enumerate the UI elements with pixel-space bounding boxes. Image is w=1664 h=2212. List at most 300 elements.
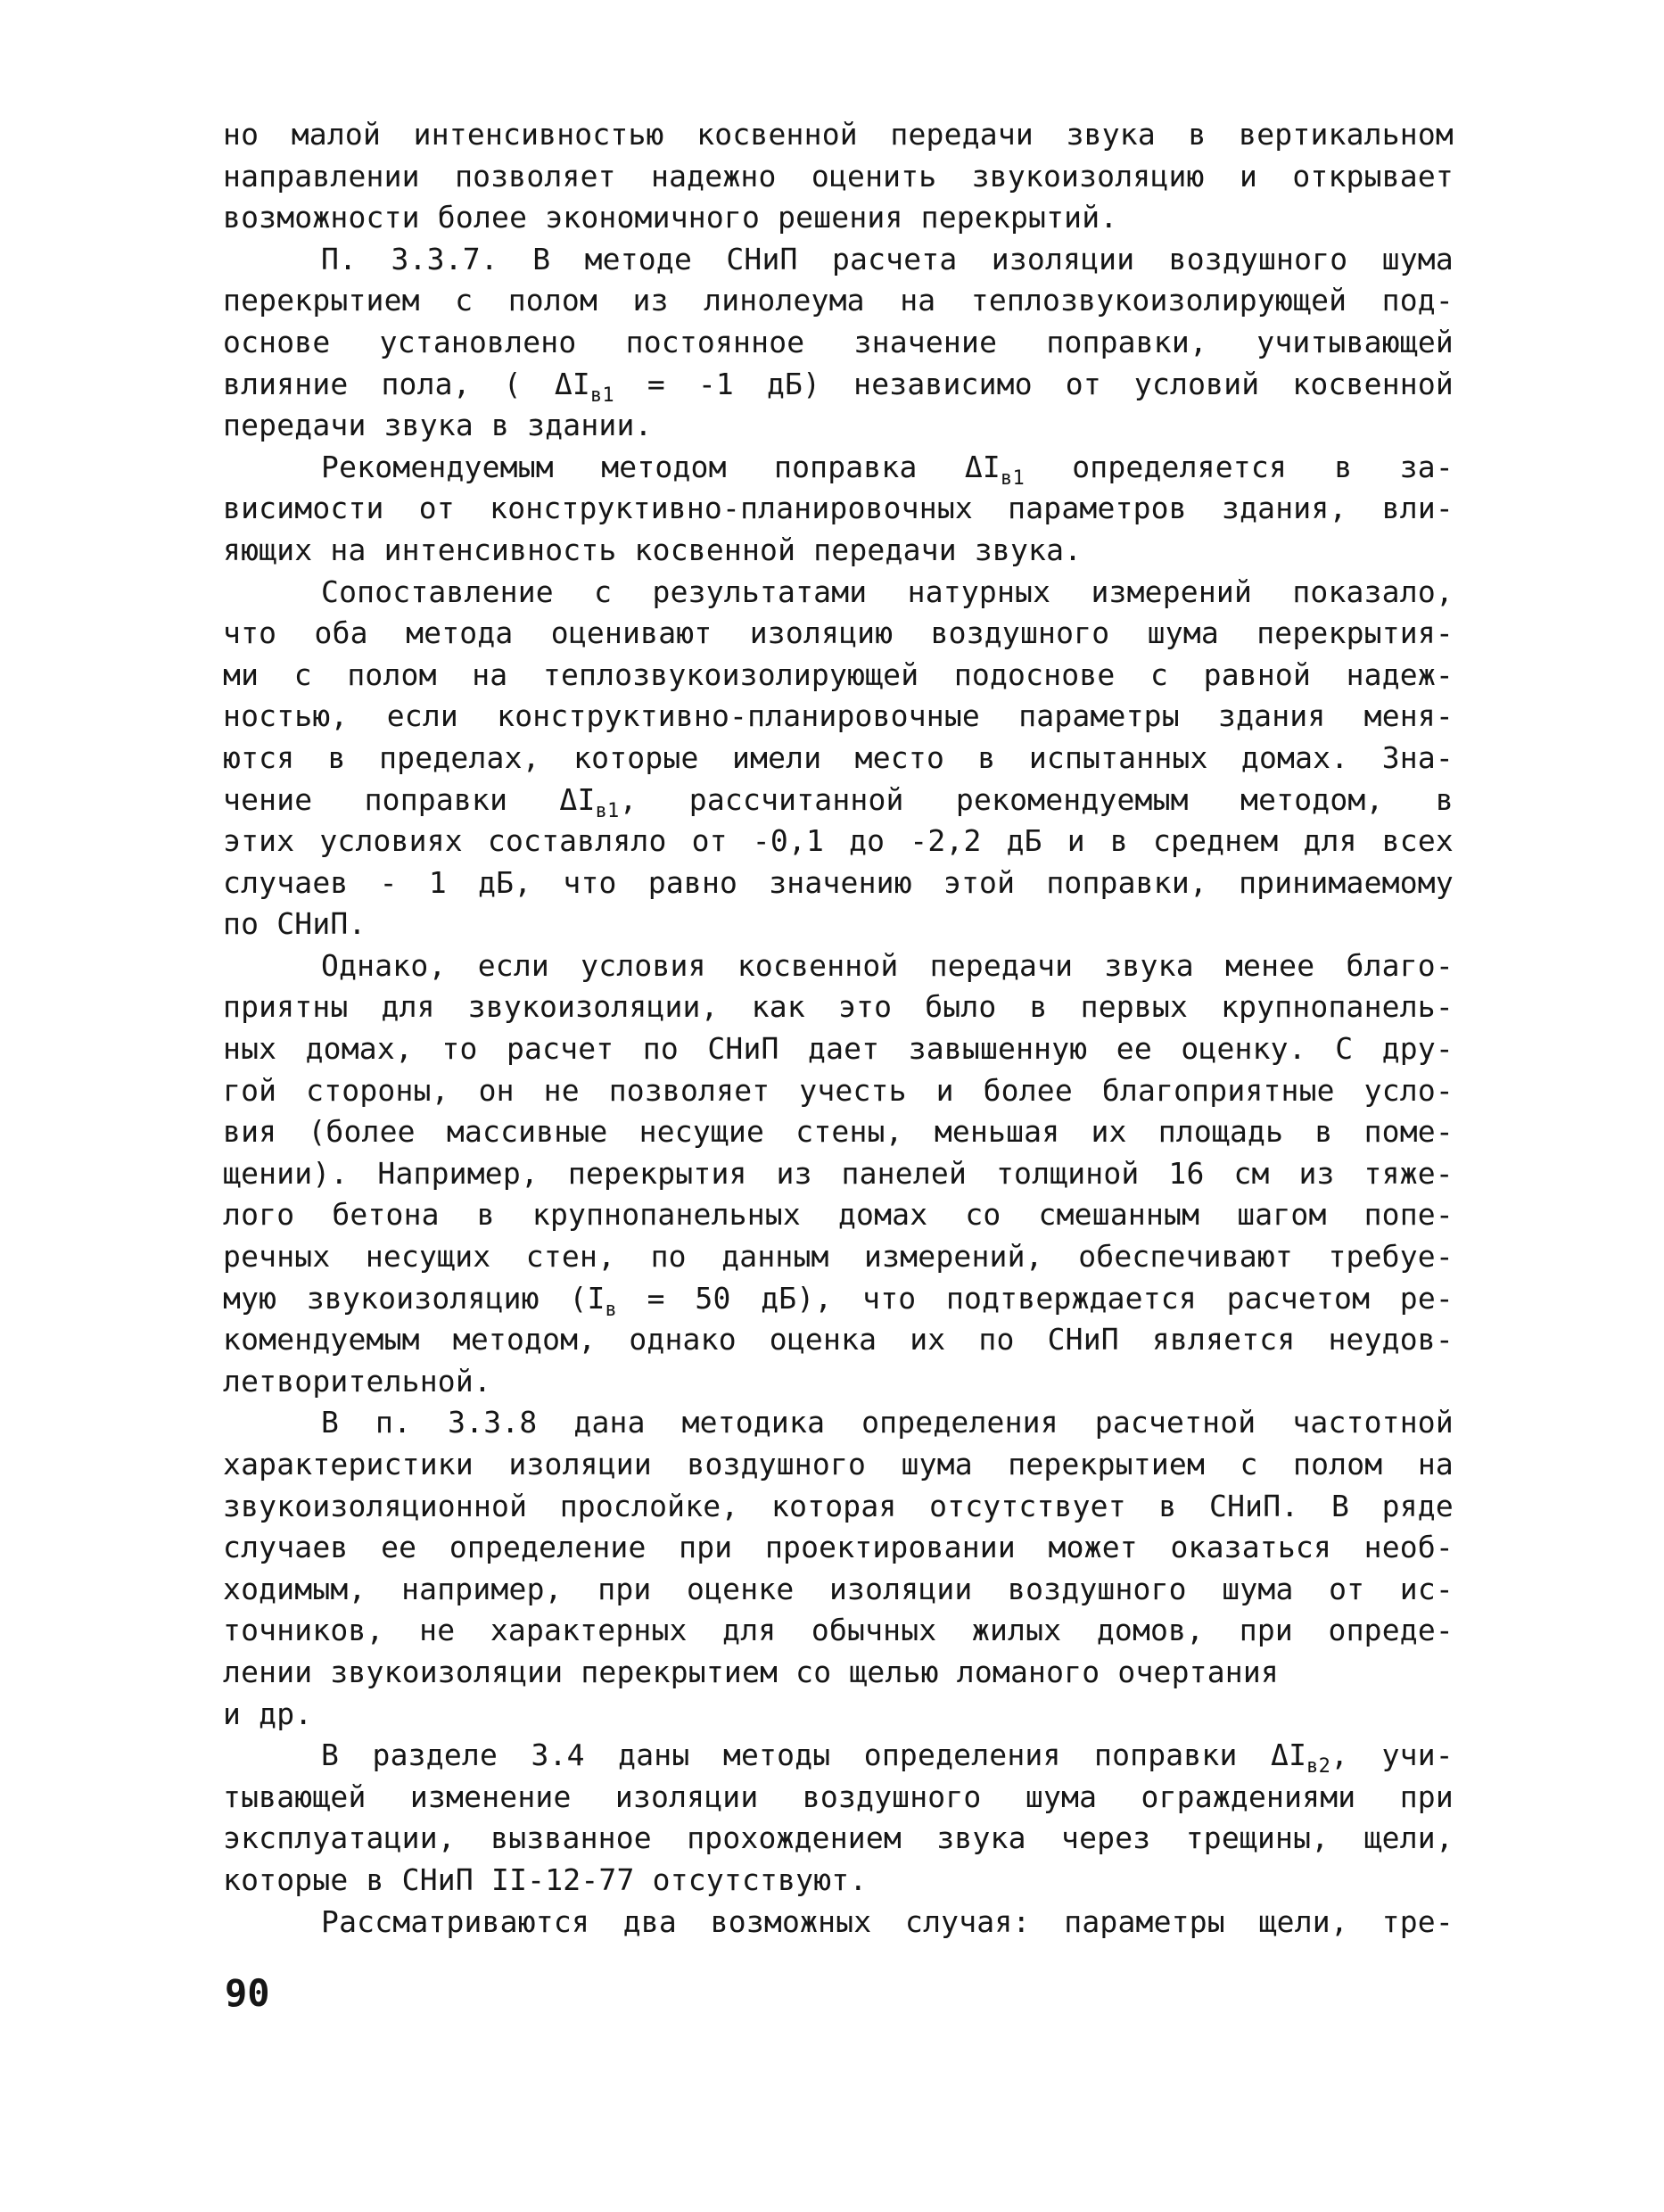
- word: дБ: [1006, 823, 1042, 859]
- word: домах.: [1240, 739, 1349, 775]
- word: что: [223, 615, 277, 651]
- word: крупнопанельных: [531, 1197, 801, 1233]
- word: оценка: [769, 1322, 877, 1358]
- word: учи-: [1381, 1737, 1454, 1773]
- word: шума: [1222, 1571, 1294, 1606]
- word: здания: [1218, 698, 1326, 734]
- word: позволяет: [608, 1072, 770, 1108]
- word: поправки,: [1046, 864, 1207, 900]
- word: звукоизоляционной: [223, 1488, 528, 1523]
- word: этой: [943, 864, 1016, 900]
- word: Рассматриваются: [321, 1903, 590, 1939]
- word: характеристики: [223, 1447, 474, 1482]
- word: изоляции: [508, 1447, 652, 1482]
- text-line: [223, 1319, 1454, 1361]
- word: условий: [1133, 366, 1260, 401]
- word: для: [381, 989, 435, 1025]
- text-line: яющих на интенсивность косвенной передачи звука.: [223, 532, 1083, 567]
- word: воздушного: [802, 1779, 982, 1814]
- word: дБ): [766, 366, 821, 401]
- word: завышенную: [908, 1031, 1088, 1067]
- word: В: [321, 1405, 340, 1440]
- word: является: [1151, 1322, 1296, 1358]
- word: воздушного: [1168, 241, 1348, 276]
- word: в: [476, 1197, 495, 1233]
- word: мую: [223, 1280, 277, 1316]
- word: испытанных: [1028, 739, 1208, 775]
- word: более: [983, 1072, 1073, 1108]
- word: шума: [901, 1447, 973, 1482]
- text-line: [223, 1610, 1454, 1652]
- word: если: [386, 698, 458, 734]
- text-line: лении звукоизоляции перекрытием со щелью ломаного очертания: [223, 1654, 1279, 1689]
- word: показало,: [1292, 574, 1454, 609]
- word: -2,2: [910, 823, 982, 859]
- word: вли-: [1381, 491, 1454, 526]
- word: 3.3.8: [448, 1405, 538, 1440]
- text-line: [223, 1486, 1454, 1528]
- word: это: [837, 989, 893, 1025]
- word: дБ,: [478, 864, 532, 900]
- word: ходимым,: [223, 1571, 367, 1606]
- word: здания,: [1222, 491, 1347, 526]
- word: поправка: [774, 449, 918, 484]
- word: оценке: [687, 1571, 795, 1606]
- word: ных: [223, 1031, 277, 1067]
- word: Например,: [377, 1155, 539, 1191]
- text-line: [223, 1818, 1454, 1860]
- text-line: [223, 945, 1454, 987]
- word: поме-: [1363, 1114, 1454, 1150]
- word: менее: [1224, 947, 1315, 983]
- word: В: [532, 241, 551, 276]
- word: шума: [1381, 241, 1454, 276]
- word: щели,: [1363, 1820, 1454, 1856]
- word: $\Delta I_{в1}$: [964, 449, 1025, 490]
- word: Однако,: [321, 947, 447, 983]
- text-line: и др.: [223, 1696, 313, 1731]
- word: изоляции: [614, 1779, 759, 1814]
- text-line: летворительной.: [223, 1363, 492, 1399]
- word: =: [647, 366, 665, 401]
- word: подтверждается: [945, 1280, 1197, 1316]
- word: оценить: [811, 158, 937, 194]
- word: проектировании: [764, 1530, 1016, 1565]
- text-line: [223, 1569, 1454, 1611]
- word: всех: [1381, 823, 1454, 859]
- word: -1: [697, 366, 734, 401]
- word: из: [632, 283, 669, 318]
- word: по: [650, 1239, 687, 1275]
- text-line: [223, 986, 1454, 1028]
- word: щении).: [223, 1155, 349, 1191]
- word: -0,1: [752, 823, 825, 859]
- word: щели,: [1258, 1903, 1348, 1939]
- word: малой: [291, 117, 382, 152]
- word: дана: [573, 1405, 646, 1440]
- word: точников,: [223, 1613, 384, 1648]
- word: измерений: [1091, 574, 1253, 609]
- word: воздушного: [687, 1447, 867, 1482]
- word: С: [1335, 1031, 1354, 1067]
- word: передачи: [929, 947, 1074, 983]
- word: с: [1240, 1447, 1258, 1482]
- word: с: [594, 574, 613, 609]
- word: не: [419, 1613, 456, 1648]
- word: со: [965, 1197, 1001, 1233]
- word: с: [455, 283, 474, 318]
- word: в: [1029, 989, 1048, 1025]
- word: звука: [1066, 117, 1156, 152]
- word: направлении: [223, 158, 420, 194]
- word: при: [597, 1571, 652, 1606]
- word: случаев: [223, 864, 349, 900]
- word: их: [910, 1322, 946, 1358]
- word: п.: [375, 1405, 412, 1440]
- word: то: [441, 1031, 478, 1067]
- word: случая:: [905, 1903, 1031, 1939]
- word: $\Delta I_{в2}$,: [1271, 1737, 1349, 1779]
- word: от: [1065, 366, 1101, 401]
- word: определения: [863, 1737, 1061, 1773]
- word: этих: [223, 823, 295, 859]
- word: =: [647, 1280, 665, 1316]
- body-text: [223, 114, 1454, 1943]
- word: для: [722, 1613, 777, 1648]
- word: за-: [1399, 449, 1454, 484]
- word: если: [477, 947, 549, 983]
- word: необ-: [1363, 1530, 1454, 1565]
- word: методе: [584, 241, 693, 276]
- word: СНиП: [1047, 1322, 1119, 1358]
- word: ряде: [1381, 1488, 1454, 1523]
- text-line: [223, 1444, 1454, 1486]
- word: висимости: [223, 491, 384, 526]
- word: (: [503, 366, 522, 401]
- word: независимо: [853, 366, 1033, 401]
- word: ностью,: [223, 698, 349, 734]
- word: под-: [1381, 283, 1454, 318]
- word: составляло: [487, 823, 667, 859]
- text-line: [223, 1902, 1454, 1944]
- word: звукоизоляции,: [467, 989, 719, 1025]
- word: П.: [321, 241, 358, 276]
- word: определяется: [1072, 449, 1288, 484]
- word: постоянное: [625, 324, 805, 359]
- word: и: [1067, 823, 1085, 859]
- word: определения: [861, 1405, 1059, 1440]
- word: условиях: [319, 823, 463, 859]
- word: при: [1399, 1779, 1454, 1814]
- word: например,: [401, 1571, 563, 1606]
- word: благо-: [1346, 947, 1454, 983]
- text-line: [223, 1070, 1454, 1112]
- text-line: по СНиП.: [223, 906, 367, 942]
- word: на: [1417, 1447, 1454, 1482]
- text-line: [223, 821, 1454, 863]
- word: обеспечивают: [1078, 1239, 1293, 1275]
- word: тре-: [1381, 1903, 1454, 1939]
- word: частотной: [1292, 1405, 1454, 1440]
- word: смешанным: [1038, 1197, 1200, 1233]
- word: теплозвукоизолирующей: [970, 283, 1347, 318]
- text-line: которые в СНиП II-12-77 отсутствуют.: [223, 1861, 868, 1897]
- word: оценивают: [550, 615, 713, 651]
- word: даны: [618, 1737, 690, 1773]
- word: параметры: [1064, 1903, 1225, 1939]
- word: установлено: [379, 324, 577, 359]
- word: чение: [223, 781, 313, 817]
- word: методика: [681, 1405, 826, 1440]
- word: для: [1303, 823, 1357, 859]
- word: расчетной: [1094, 1405, 1256, 1440]
- word: 16: [1168, 1155, 1205, 1191]
- text-line: [223, 1111, 1454, 1153]
- word: влияние: [223, 366, 349, 401]
- word: ее: [1116, 1031, 1152, 1067]
- word: стены,: [795, 1114, 903, 1150]
- word: бетона: [332, 1197, 440, 1233]
- word: натурных: [907, 574, 1051, 609]
- word: возможных: [710, 1903, 872, 1939]
- word: Зна-: [1381, 739, 1454, 775]
- word: перекрытия: [567, 1155, 747, 1191]
- word: от: [1329, 1571, 1365, 1606]
- word: меньшая: [934, 1114, 1060, 1150]
- text-line: [223, 239, 1454, 281]
- page-number: 90: [225, 1971, 270, 2015]
- word: из: [776, 1155, 812, 1191]
- word: стороны,: [306, 1072, 449, 1108]
- word: вертикальном: [1239, 117, 1454, 152]
- word: шума: [1025, 1779, 1098, 1814]
- text-line: [223, 322, 1454, 364]
- word: учесть: [799, 1072, 907, 1108]
- text-line: [223, 364, 1454, 406]
- word: изменение: [409, 1779, 572, 1814]
- word: может: [1048, 1530, 1138, 1565]
- word: вызванное: [490, 1820, 652, 1856]
- word: СНиП: [707, 1031, 779, 1067]
- word: тывающей: [223, 1779, 367, 1814]
- word: звукоизоляцию: [971, 158, 1205, 194]
- word: изоляции: [828, 1571, 973, 1606]
- word: параметров: [1008, 491, 1187, 526]
- word: 3.4: [531, 1737, 585, 1773]
- word: но: [223, 117, 259, 152]
- word: ми: [223, 656, 259, 692]
- word: расчетом: [1226, 1280, 1371, 1316]
- word: ре-: [1399, 1280, 1454, 1316]
- word: позволяет: [455, 158, 616, 194]
- word: передачи: [890, 117, 1034, 152]
- text-line: [223, 488, 1454, 530]
- word: опреде-: [1328, 1613, 1454, 1648]
- word: по: [642, 1031, 679, 1067]
- text-line: [223, 1028, 1454, 1070]
- word: оказаться: [1170, 1530, 1332, 1565]
- word: дает: [808, 1031, 880, 1067]
- text-line: [223, 696, 1454, 738]
- word: -: [379, 864, 398, 900]
- word: толщиной: [995, 1155, 1140, 1191]
- word: среднем: [1152, 823, 1279, 859]
- word: перекрытием: [1008, 1447, 1206, 1482]
- word: теплозвукоизолирующей: [542, 656, 919, 692]
- word: однако: [629, 1322, 737, 1358]
- word: неудов-: [1328, 1322, 1454, 1358]
- word: методы: [722, 1737, 831, 1773]
- word: панелей: [841, 1155, 968, 1191]
- word: метода: [406, 615, 514, 651]
- word: и: [935, 1072, 954, 1108]
- text-line: [223, 780, 1454, 821]
- word: интенсивностью: [413, 117, 664, 152]
- word: домах,: [305, 1031, 414, 1067]
- word: подоснове: [953, 656, 1116, 692]
- word: попе-: [1363, 1197, 1454, 1233]
- word: надежно: [651, 158, 777, 194]
- word: меня-: [1363, 698, 1454, 734]
- word: методом,: [452, 1322, 597, 1358]
- word: поправки,: [1046, 324, 1207, 359]
- word: лого: [223, 1197, 295, 1233]
- word: изоляцию: [749, 615, 894, 651]
- word: их: [1091, 1114, 1127, 1150]
- word: измерений,: [864, 1239, 1043, 1275]
- word: площадь: [1157, 1114, 1284, 1150]
- word: равной: [1203, 656, 1312, 692]
- word: данным: [721, 1239, 829, 1275]
- word: линолеума: [704, 283, 865, 318]
- word: ($I_в$: [569, 1280, 617, 1321]
- word: домов,: [1096, 1613, 1205, 1648]
- text-line: [223, 447, 1454, 489]
- word: перекрытия-: [1256, 615, 1454, 651]
- text-line: [223, 738, 1454, 780]
- word: звука: [936, 1820, 1026, 1856]
- word: от: [418, 491, 455, 526]
- word: несущих: [365, 1239, 491, 1275]
- word: значению: [769, 864, 912, 900]
- word: полом: [347, 656, 437, 692]
- word: речных: [223, 1239, 331, 1275]
- word: которая: [771, 1488, 897, 1523]
- word: рассчитанной: [688, 781, 904, 817]
- word: равно: [647, 864, 738, 900]
- word: с: [293, 656, 312, 692]
- word: поправки: [1094, 1737, 1238, 1773]
- word: 1: [428, 864, 447, 900]
- word: открывает: [1292, 158, 1454, 194]
- word: случаев: [223, 1530, 349, 1565]
- text-line: [223, 1777, 1454, 1819]
- word: расчета: [831, 241, 958, 276]
- word: рекомендуемым: [955, 781, 1189, 817]
- word: несущие: [638, 1114, 765, 1150]
- word: СНиП.: [1209, 1488, 1299, 1523]
- word: звукоизоляцию: [306, 1280, 540, 1316]
- word: пределах,: [379, 739, 540, 775]
- word: первых: [1080, 989, 1189, 1025]
- word: комендуемым: [223, 1322, 420, 1358]
- word: $\Delta I_{в1}$,: [559, 781, 638, 822]
- word: $\Delta I_{в1}$: [554, 366, 614, 407]
- word: в: [327, 739, 346, 775]
- word: характерных: [490, 1613, 688, 1648]
- word: и: [1239, 158, 1258, 194]
- word: шума: [1147, 615, 1219, 651]
- word: благоприятные: [1101, 1072, 1335, 1108]
- word: из: [1298, 1155, 1335, 1191]
- word: косвенной: [696, 117, 858, 152]
- word: два: [622, 1903, 677, 1939]
- word: в: [1435, 781, 1454, 817]
- word: что: [862, 1280, 917, 1316]
- word: которые: [573, 739, 699, 775]
- text-line: [223, 655, 1454, 697]
- word: В: [321, 1737, 340, 1773]
- word: прослойке,: [559, 1488, 739, 1523]
- word: на: [472, 656, 508, 692]
- word: по: [978, 1322, 1015, 1358]
- word: в: [977, 739, 996, 775]
- word: методом: [601, 449, 727, 484]
- word: изоляции: [991, 241, 1135, 276]
- word: разделе: [372, 1737, 498, 1773]
- word: пола,: [381, 366, 471, 401]
- text-line: [223, 1194, 1454, 1236]
- text-line: [223, 280, 1454, 322]
- text-line: [223, 613, 1454, 655]
- word: принимаемому: [1239, 864, 1454, 900]
- word: поправки: [364, 781, 508, 817]
- text-line: [223, 1735, 1454, 1777]
- word: в: [1314, 1114, 1333, 1150]
- word: (более: [308, 1114, 416, 1150]
- word: место: [854, 739, 945, 775]
- word: при: [679, 1530, 733, 1565]
- word: результатами: [652, 574, 868, 609]
- word: звука: [1104, 947, 1194, 983]
- text-line: [223, 1402, 1454, 1444]
- word: полом: [1293, 1447, 1383, 1482]
- text-line: [223, 156, 1454, 198]
- word: гой: [223, 1072, 277, 1108]
- word: массивные: [446, 1114, 608, 1150]
- word: в: [1334, 449, 1353, 484]
- word: трещины,: [1185, 1820, 1330, 1856]
- word: от: [691, 823, 728, 859]
- word: эксплуатации,: [223, 1820, 456, 1856]
- word: дБ),: [761, 1280, 833, 1316]
- word: домах: [837, 1197, 928, 1233]
- word: учитывающей: [1256, 324, 1454, 359]
- word: через: [1061, 1820, 1151, 1856]
- word: 3.3.7.: [391, 241, 498, 276]
- text-line: возможности более экономичного решения перекрытий.: [223, 200, 1118, 235]
- word: 50: [695, 1280, 731, 1316]
- word: тяже-: [1363, 1155, 1454, 1191]
- text-line: [223, 1278, 1454, 1320]
- word: определение: [449, 1530, 647, 1565]
- word: методом,: [1240, 781, 1384, 817]
- word: жилых: [971, 1613, 1062, 1648]
- word: с: [1150, 656, 1169, 692]
- word: отсутствует: [929, 1488, 1126, 1523]
- word: ограждениями: [1141, 1779, 1356, 1814]
- word: оба: [314, 615, 368, 651]
